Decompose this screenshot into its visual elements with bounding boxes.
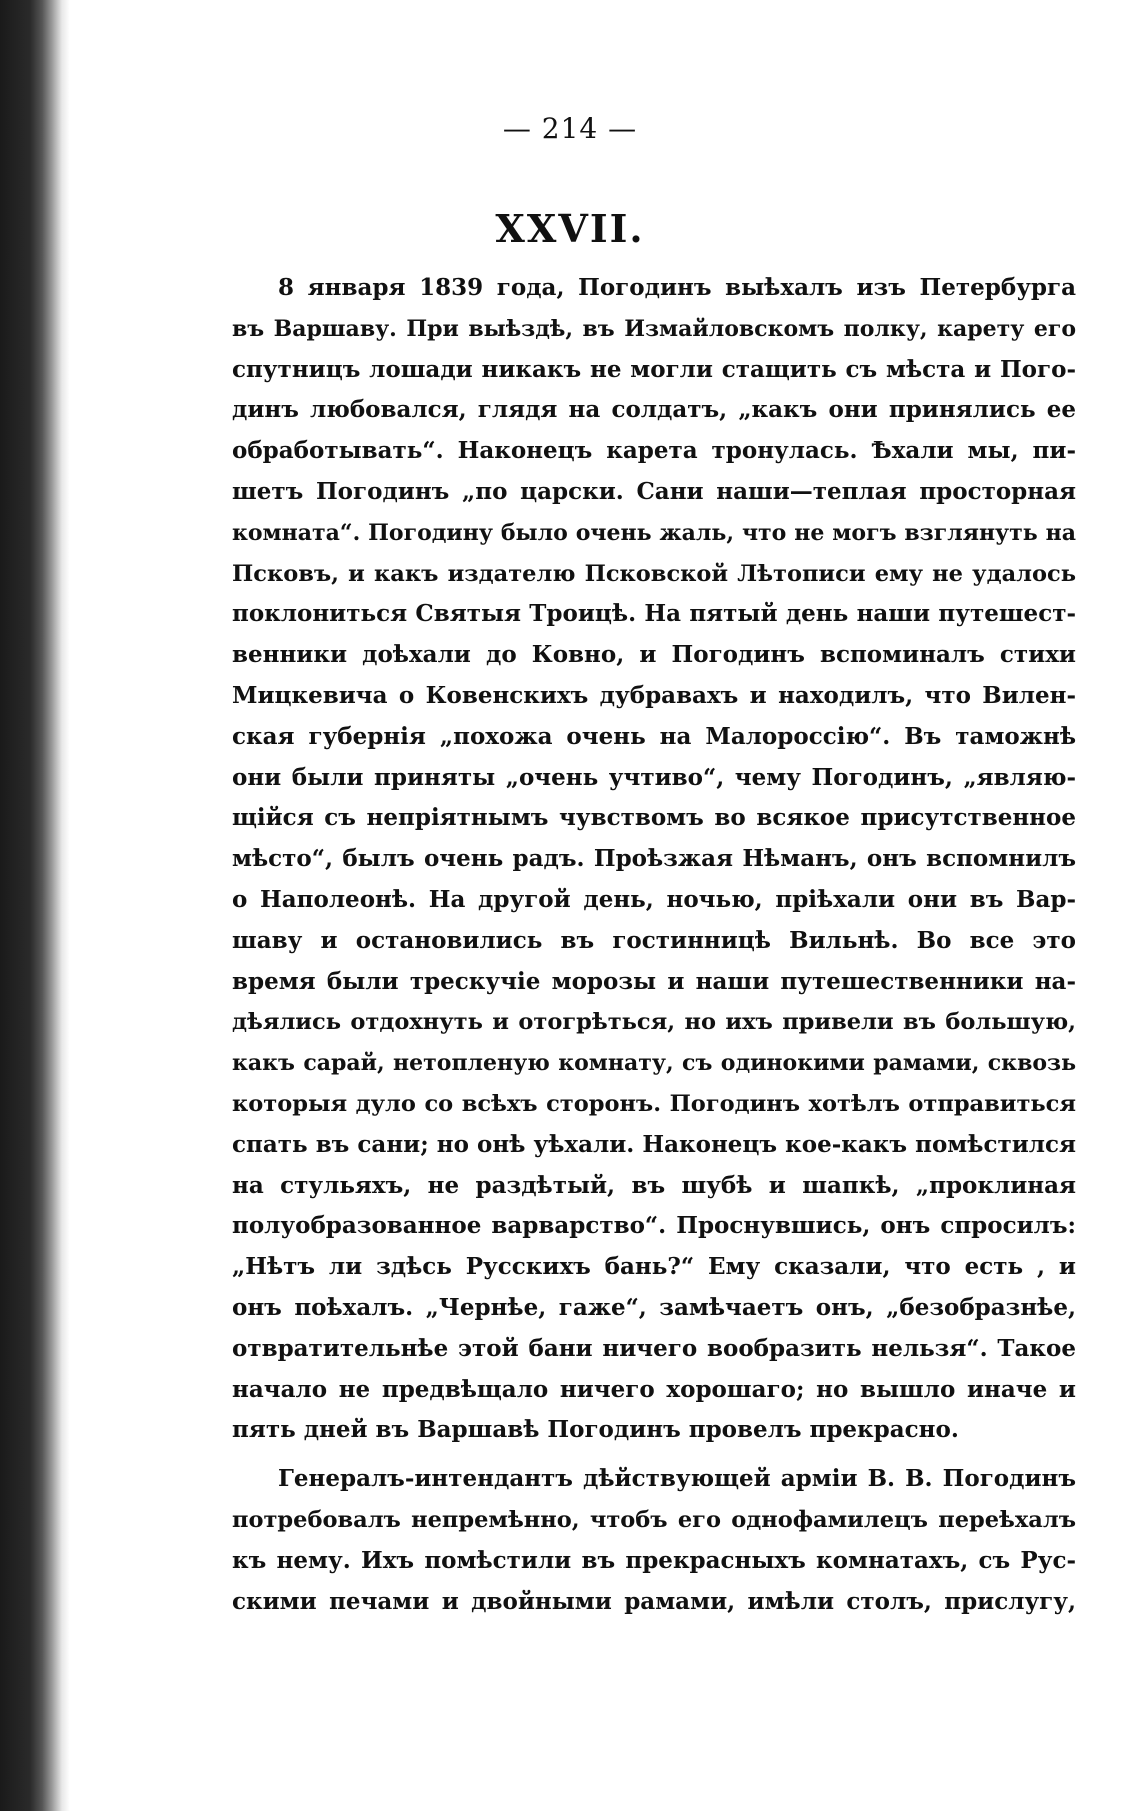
text-line: Генералъ-интендантъ дѣйствующей арміи В. В. Погодинъ: [278, 1465, 1076, 1493]
text-line: шетъ Погодинъ „по царски. Сани наши—теплая просторная: [232, 477, 1076, 505]
text-line: 8 января 1839 года, Погодинъ выѣхалъ изъ Петербурга: [278, 274, 1076, 301]
text-line: потребовалъ непремѣнно, чтобъ его однофамилецъ переѣхалъ: [232, 1506, 1076, 1533]
text-line: отвратительнѣе этой бани ничего вообразить нельзя“. Такое: [232, 1334, 1076, 1362]
text-line: они были приняты „очень учтиво“, чему Погодинъ, „являю-: [232, 763, 1076, 791]
text-line: шаву и остановились въ гостинницѣ Вильнѣ. Во все это: [232, 926, 1076, 954]
text-line: Псковъ, и какъ издателю Псковской Лѣтописи ему не удалось: [232, 560, 1076, 587]
text-line: начало не предвѣщало ничего хорошаго; но вышло иначе и: [232, 1375, 1076, 1403]
text-line: дѣялись отдохнуть и отогрѣться, но ихъ привели въ большую,: [232, 1009, 1076, 1036]
body-text: [232, 268, 1076, 1622]
text-line: мѣсто“, былъ очень радъ. Проѣзжая Нѣманъ, онъ вспомнилъ: [232, 845, 1076, 873]
text-line: обработывать“. Наконецъ карета тронулась. Ѣхали мы, пи-: [232, 437, 1076, 465]
paragraph-2: [232, 1459, 1076, 1622]
text-line: комната“. Погодину было очень жаль, что не могъ взглянуть на: [232, 519, 1076, 546]
text-line: полуобразованное варварство“. Проснувшись, онъ спросилъ:: [232, 1212, 1076, 1240]
text-line: время были трескучіе морозы и наши путешественники на-: [232, 967, 1076, 995]
text-line: „Нѣтъ ли здѣсь Русскихъ бань?“ Ему сказали, что есть , и: [232, 1253, 1076, 1281]
text-line: на стульяхъ, не раздѣтый, въ шубѣ и шапкѣ, „проклиная: [232, 1171, 1076, 1199]
page-number: — 214 —: [502, 112, 638, 145]
text-line: динъ любовался, глядя на солдатъ, „какъ они принялись ее: [232, 396, 1076, 424]
text-line: къ нему. Ихъ помѣстили въ прекрасныхъ комнатахъ, съ Рус-: [232, 1546, 1076, 1574]
text-line: о Наполеонѣ. На другой день, ночью, пріѣхали они въ Вар-: [232, 885, 1076, 913]
text-line: поклониться Святыя Троицѣ. На пятый день наши путешест-: [232, 600, 1076, 628]
text-line: венники доѣхали до Ковно, и Погодинъ вспоминалъ стихи: [232, 641, 1076, 669]
text-line: пять дней въ Варшавѣ Погодинъ провелъ прекрасно.: [232, 1416, 959, 1444]
text-line: ская губернія „похожа очень на Малороссію“. Въ таможнѣ: [232, 722, 1076, 750]
text-line: онъ поѣхалъ. „Чернѣе, гаже“, замѣчаетъ онъ, „безобразнѣе,: [232, 1293, 1076, 1321]
text-line: скими печами и двойными рамами, имѣли столъ, прислугу,: [232, 1587, 1076, 1615]
text-line: въ Варшаву. При выѣздѣ, въ Измайловскомъ полку, карету его: [232, 315, 1076, 342]
text-line: щійся съ непріятнымъ чувствомъ во всякое присутственное: [232, 804, 1076, 832]
text-line: спать въ сани; но онѣ уѣхали. Наконецъ кое-какъ помѣстился: [232, 1130, 1076, 1158]
paragraph-1: [232, 268, 1076, 1451]
text-line: какъ сарай, нетопленую комнату, съ одинокими рамами, сквозь: [232, 1050, 1076, 1077]
text-line: Мицкевича о Ковенскихъ дубравахъ и находилъ, что Вилен-: [232, 681, 1076, 709]
text-line: которыя дуло со всѣхъ сторонъ. Погодинъ хотѣлъ отправиться: [232, 1090, 1076, 1117]
book-binding-edge: [0, 0, 70, 1811]
chapter-heading: XXVII.: [495, 206, 645, 251]
text-line: спутницъ лошади никакъ не могли стащить съ мѣста и Пого-: [232, 355, 1076, 383]
